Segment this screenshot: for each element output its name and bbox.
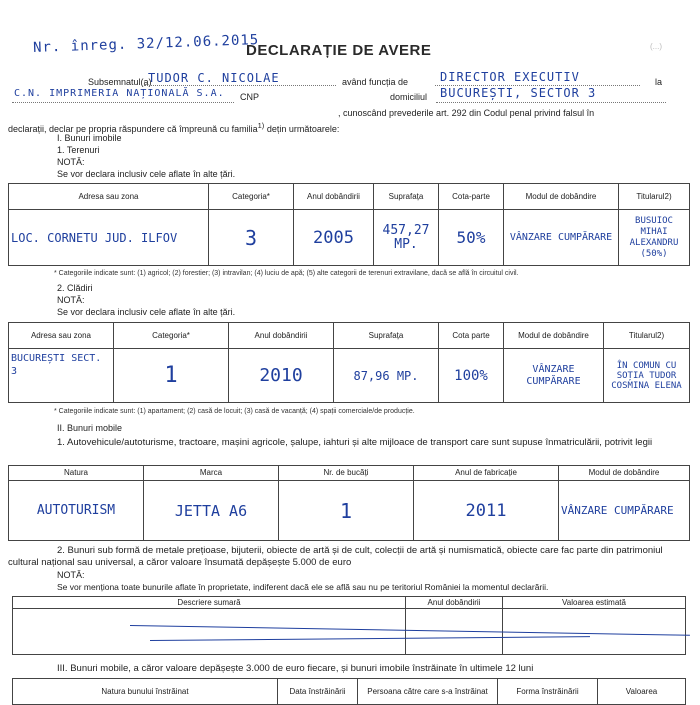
alienated-goods-table bbox=[12, 678, 686, 705]
la-label: la bbox=[655, 77, 663, 87]
col-valoarea: Valoarea bbox=[598, 679, 686, 705]
cladiri-area: 87,96 MP. bbox=[334, 349, 439, 403]
vehicles-description: 1. Autovehicule/autoturisme, tractoare, mașini agricole, șalupe, iahturi și alte mijloace de transport care sunt supuse înmatriculării, potrivit legii bbox=[57, 437, 653, 448]
col-titular: Titularul2) bbox=[619, 184, 690, 210]
col-suprafata: Suprafața bbox=[334, 323, 439, 349]
col-nr-bucati: Nr. de bucăți bbox=[279, 466, 414, 481]
cladiri-table bbox=[8, 322, 690, 403]
domicile-label: domiciliul bbox=[390, 92, 428, 102]
col-categoria: Categoria* bbox=[114, 323, 229, 349]
col-forma: Forma înstrăinării bbox=[498, 679, 598, 705]
terenuri-heading: 1. Terenuri bbox=[57, 145, 100, 155]
vehicles-table bbox=[8, 465, 690, 541]
declarant-domicile: BUCUREȘTI, SECTOR 3 bbox=[440, 86, 597, 100]
declarant-function: DIRECTOR EXECUTIV bbox=[440, 70, 580, 84]
terenuri-category: 3 bbox=[209, 210, 294, 266]
col-persoana: Persoana către care s-a înstrăinat bbox=[358, 679, 498, 705]
col-modul: Modul de dobândire bbox=[559, 466, 690, 481]
col-an-fabricatie: Anul de fabricație bbox=[414, 466, 559, 481]
vehicle-mode: VÂNZARE CUMPĂRARE bbox=[559, 481, 690, 541]
cladiri-heading: 2. Clădiri bbox=[57, 283, 93, 293]
cladiri-categories-note: * Categoriile indicate sunt: (1) apartament; (2) casă de locuit; (3) casă de vacanță; (4) spații comerciale/de producție. bbox=[54, 408, 415, 415]
col-natura: Natura bbox=[9, 466, 144, 481]
terenuri-owner: BUSUIOC MIHAI ALEXANDRU (50%) bbox=[619, 210, 690, 266]
col-adresa: Adresa sau zona bbox=[9, 323, 114, 349]
precious-goods-table bbox=[12, 596, 686, 655]
cladiri-owner: ÎN COMUN CU SOȚIA TUDOR COSMINA ELENA bbox=[604, 349, 690, 403]
col-modul: Modul de dobândire bbox=[504, 323, 604, 349]
top-right-mark: (...) bbox=[650, 42, 662, 51]
vehicle-brand: JETTA A6 bbox=[144, 481, 279, 541]
col-anul: Anul dobândirii bbox=[229, 323, 334, 349]
cladiri-address: BUCUREȘTI SECT. 3 bbox=[9, 349, 114, 403]
terenuri-area: 457,27 MP. bbox=[374, 210, 439, 266]
declarant-name: TUDOR C. NICOLAE bbox=[148, 71, 280, 85]
domicile-dotted-line bbox=[436, 100, 666, 103]
col-cota: Cota-parte bbox=[439, 184, 504, 210]
handwritten-registration-number: Nr. înreg. 32/12.06.2015 bbox=[32, 32, 260, 56]
cladiri-nota-label: NOTĂ: bbox=[57, 295, 85, 305]
institution: C.N. IMPRIMERIA NAȚIONALĂ S.A. bbox=[14, 88, 225, 99]
intro-line-4: declarații, declar pe propria răspundere că împreună cu familia$^{1)}$ dețin următoarele: bbox=[8, 121, 340, 134]
institution-dotted-line bbox=[12, 100, 234, 103]
vehicle-count: 1 bbox=[279, 481, 414, 541]
cladiri-declare-note: Se vor declara inclusiv cele aflate în alte țări. bbox=[57, 307, 236, 317]
precious-goods-description: 2. Bunuri sub formă de metale prețioase, bijuterii, obiecte de artă și de cult, colecții de artă și numismatică, obiecte care fac parte din patrimoniul cultural național sau universal, a căror valoare însumată depășește 5.000 de euro bbox=[8, 545, 663, 568]
col-natura: Natura bunului înstrăinat bbox=[13, 679, 278, 705]
col-data: Data înstrăinării bbox=[278, 679, 358, 705]
terenuri-share: 50% bbox=[439, 210, 504, 266]
terenuri-categories-note: * Categoriile indicate sunt: (1) agricol; (2) forestier; (3) intravilan; (4) luciu de apă; (5) alte categorii de terenuri extravilane, dacă se află în circuitul civil. bbox=[54, 270, 519, 277]
col-valoare: Valoarea estimată bbox=[503, 597, 686, 609]
cnp-label: CNP bbox=[240, 92, 260, 102]
subsemnatul-label: Subsemnatul(a) bbox=[88, 77, 152, 87]
col-titular: Titularul2) bbox=[604, 323, 690, 349]
terenuri-mode: VÂNZARE CUMPĂRARE bbox=[504, 210, 619, 266]
function-label: având funcția de bbox=[342, 77, 409, 87]
cladiri-category: 1 bbox=[114, 349, 229, 403]
vehicle-nature: AUTOTURISM bbox=[9, 481, 144, 541]
col-adresa: Adresa sau zona bbox=[9, 184, 209, 210]
precious-empty-cell bbox=[13, 609, 406, 655]
terenuri-table bbox=[8, 183, 690, 266]
precious-mention-note: Se vor menționa toate bunurile aflate în proprietate, indiferent dacă ele se află sau nu pe teritoriul României la momentul declarării. bbox=[57, 582, 549, 592]
section-2-heading: II. Bunuri mobile bbox=[57, 423, 123, 433]
col-anul: Anul dobândirii bbox=[294, 184, 374, 210]
col-modul: Modul de dobândire bbox=[504, 184, 619, 210]
col-descriere: Descriere sumară bbox=[13, 597, 406, 609]
col-cota: Cota parte bbox=[439, 323, 504, 349]
section-1-heading: I. Bunuri imobile bbox=[57, 133, 122, 143]
cladiri-mode: VÂNZARE CUMPĂRARE bbox=[504, 349, 604, 403]
terenuri-address: LOC. CORNETU JUD. ILFOV bbox=[9, 210, 209, 266]
terenuri-nota-label: NOTĂ: bbox=[57, 157, 85, 167]
col-suprafata: Suprafața bbox=[374, 184, 439, 210]
col-categoria: Categoria* bbox=[209, 184, 294, 210]
intro-line-3: , cunoscând prevederile art. 292 din Codul penal privind falsul în bbox=[338, 108, 595, 118]
col-anul: Anul dobândirii bbox=[406, 597, 503, 609]
vehicle-year: 2011 bbox=[414, 481, 559, 541]
terenuri-declare-note: Se vor declara inclusiv cele aflate în alte țări. bbox=[57, 169, 236, 179]
document-title: DECLARAȚIE DE AVERE bbox=[246, 42, 432, 59]
terenuri-year: 2005 bbox=[294, 210, 374, 266]
cladiri-year: 2010 bbox=[229, 349, 334, 403]
section-3-heading: III. Bunuri mobile, a căror valoare depășește 3.000 de euro fiecare, și bunuri imobile înstrăinate în ultimele 12 luni bbox=[57, 663, 534, 674]
precious-nota-label: NOTĂ: bbox=[57, 570, 85, 580]
col-marca: Marca bbox=[144, 466, 279, 481]
cladiri-share: 100% bbox=[439, 349, 504, 403]
